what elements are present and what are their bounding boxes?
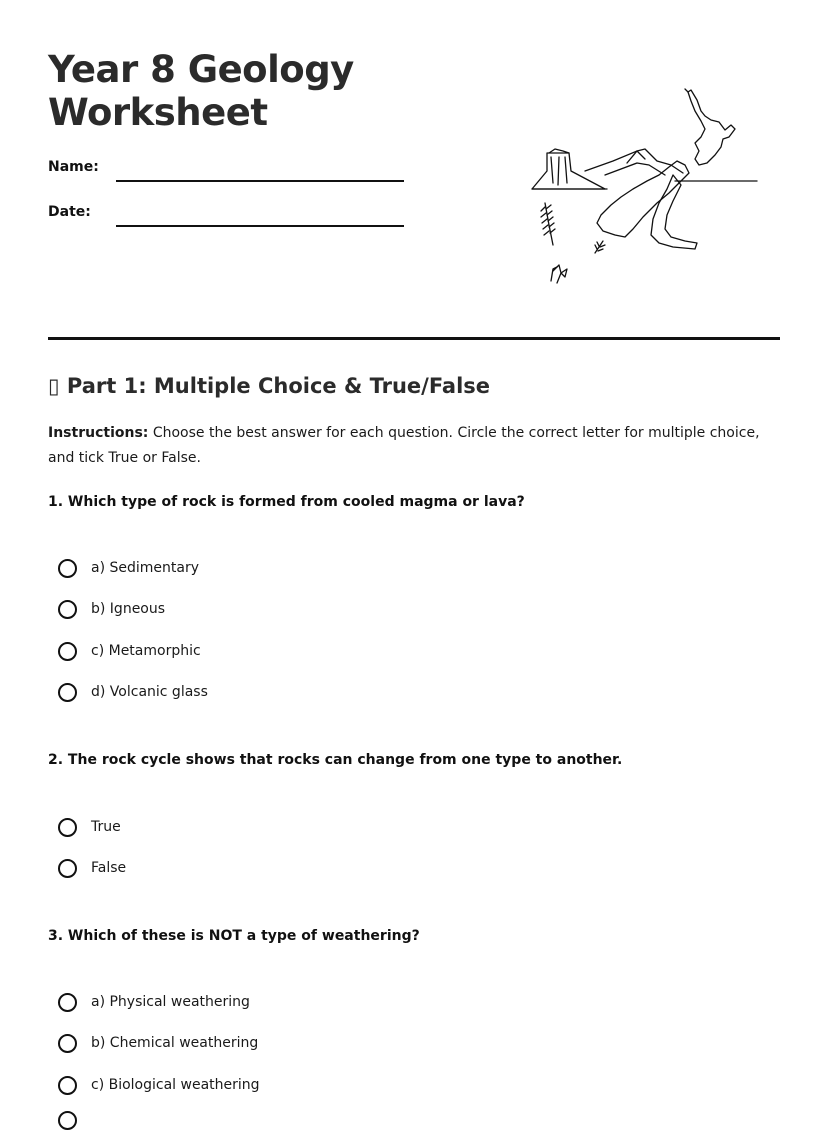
instructions-label: Instructions: <box>48 425 149 441</box>
q2-option-false[interactable] <box>58 856 126 880</box>
section-icon: ▯ <box>48 374 60 398</box>
section-title-text: Part 1: Multiple Choice & True/False <box>66 374 491 398</box>
q3-option-c[interactable] <box>58 1073 260 1097</box>
q2-option-true[interactable] <box>58 815 121 839</box>
q1-option-a[interactable] <box>58 556 199 580</box>
fern-icon <box>541 203 605 283</box>
worksheet-title <box>48 48 354 134</box>
option-label: c) Metamorphic <box>91 643 201 659</box>
section-divider <box>48 337 780 340</box>
radio-circle-icon[interactable] <box>58 600 77 619</box>
option-label: a) Physical weathering <box>91 994 250 1010</box>
instructions-text: Choose the best answer for each question. Circle the correct letter for multiple choice, and tick True or False. <box>48 425 760 466</box>
name-field-line[interactable] <box>116 180 404 182</box>
q1-option-d[interactable] <box>58 680 208 704</box>
q1-option-c[interactable] <box>58 639 201 663</box>
question-3: 3. Which of these is NOT a type of weathering? <box>48 928 420 944</box>
section-title <box>48 374 490 398</box>
volcano-icon <box>532 149 607 189</box>
option-label: a) Sedimentary <box>91 560 200 576</box>
radio-circle-icon[interactable] <box>58 993 77 1012</box>
q1-option-b[interactable] <box>58 597 165 621</box>
instructions <box>48 421 778 471</box>
question-2: 2. The rock cycle shows that rocks can change from one type to another. <box>48 752 623 768</box>
name-label: Name: <box>48 159 99 175</box>
option-label: False <box>91 860 127 876</box>
date-field-line[interactable] <box>116 225 404 227</box>
radio-circle-icon[interactable] <box>58 559 77 578</box>
south-island-icon <box>597 161 697 249</box>
option-label: b) Igneous <box>91 601 166 617</box>
mountain-icon <box>585 149 683 175</box>
radio-circle-icon[interactable] <box>58 1111 77 1130</box>
radio-circle-icon[interactable] <box>58 1034 77 1053</box>
title-line-2: Worksheet <box>48 91 268 134</box>
radio-circle-icon[interactable] <box>58 642 77 661</box>
option-label: d) Volcanic glass <box>91 684 208 700</box>
q3-option-a[interactable] <box>58 990 250 1014</box>
radio-circle-icon[interactable] <box>58 1076 77 1095</box>
question-1: 1. Which type of rock is formed from cooled magma or lava? <box>48 494 525 510</box>
option-label: b) Chemical weathering <box>91 1035 259 1051</box>
title-line-1: Year 8 Geology <box>48 48 354 91</box>
geology-landscape-illustration <box>525 85 765 295</box>
date-label: Date: <box>48 204 91 220</box>
radio-circle-icon[interactable] <box>58 683 77 702</box>
option-label: c) Biological weathering <box>91 1077 260 1093</box>
north-island-icon <box>685 89 735 165</box>
radio-circle-icon[interactable] <box>58 859 77 878</box>
option-label: True <box>91 819 121 835</box>
radio-circle-icon[interactable] <box>58 818 77 837</box>
q3-option-b[interactable] <box>58 1031 258 1055</box>
q3-option-d-partial[interactable] <box>58 1108 77 1132</box>
